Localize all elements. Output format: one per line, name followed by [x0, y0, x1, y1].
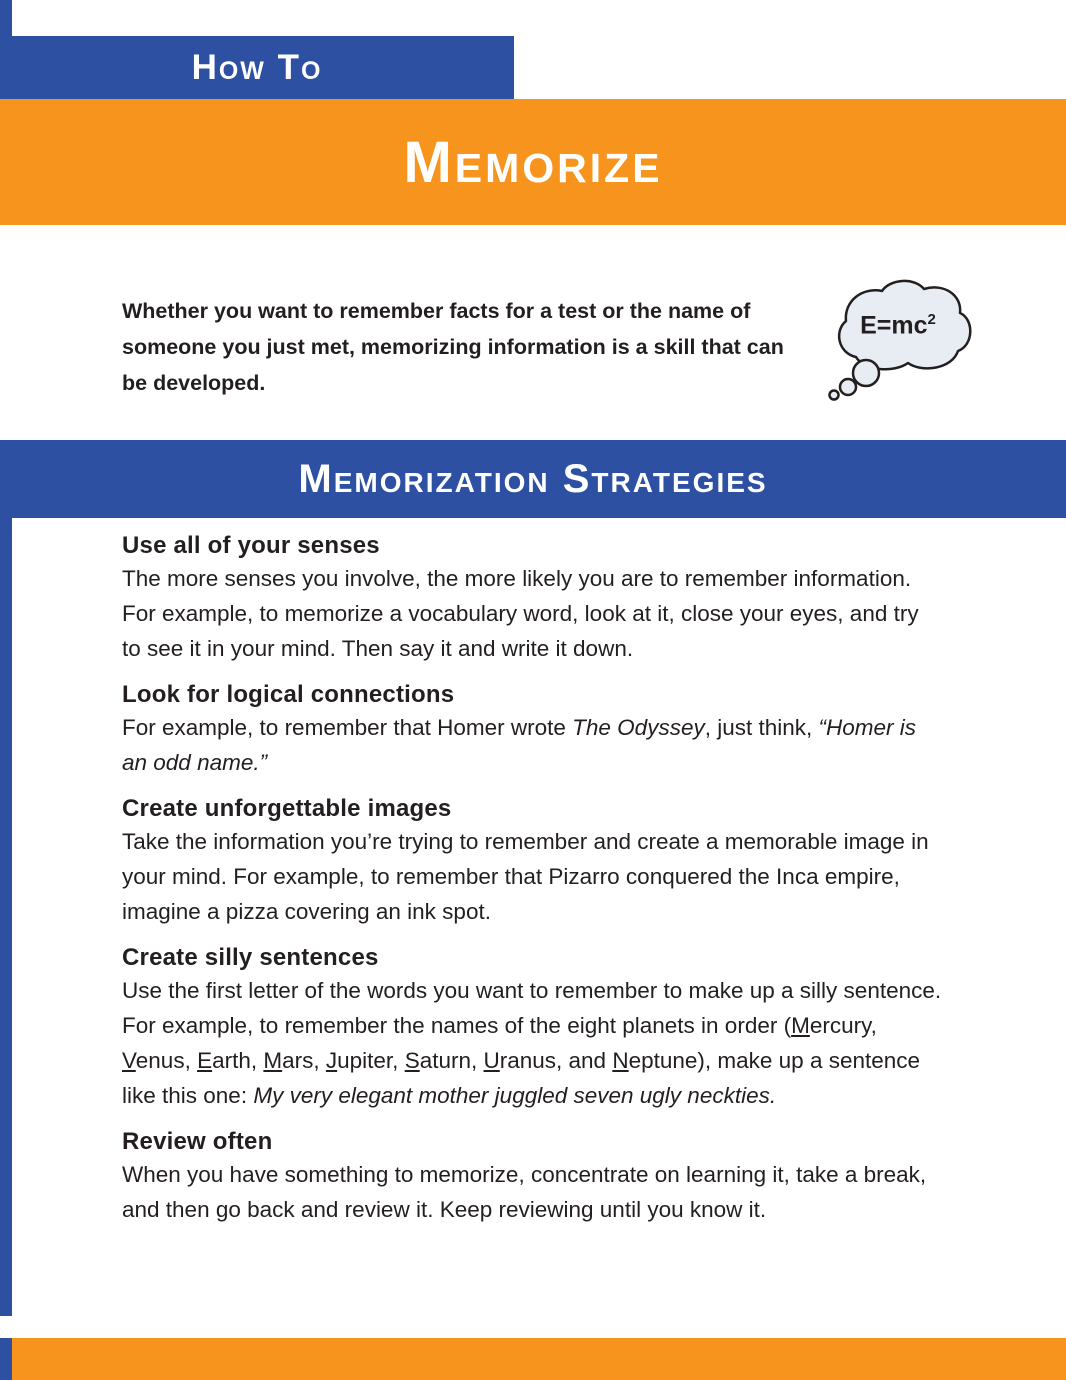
- page-title: Memorize: [403, 129, 663, 195]
- intro-section: [0, 225, 1066, 440]
- strategy-body-emphasis: The Odyssey: [572, 715, 705, 740]
- intro-paragraph: Whether you want to remember facts for a test or the name of someone you just met, memorizing information is a skill that can be developed.: [122, 299, 784, 395]
- page-header: [0, 0, 1066, 225]
- strategies-list: [122, 532, 942, 1242]
- strategy-body-pre: Use the first letter of the words you want to remember to make up a silly sentence. For example, to remember the names of the eight planets in order (: [122, 978, 942, 1038]
- strategy-title: Create unforgettable images: [122, 795, 452, 822]
- howto-eyebrow-tab: [0, 36, 514, 99]
- strategy-title: Create silly sentences: [122, 944, 379, 971]
- thought-bubble-illustration: [810, 273, 990, 423]
- thought-bubble-equation: $E=mc^2$: [860, 311, 936, 340]
- strategies-heading-label: Memorization Strategies: [298, 456, 768, 501]
- footer-blue-corner: [0, 1338, 12, 1380]
- strategy-title: Look for logical connections: [122, 681, 455, 708]
- strategy-body: The more senses you involve, the more likely you are to remember information. For example, to memorize a vocabulary word, look at it, close your eyes, and try to see it in your mind. Then say it and write it down.: [122, 566, 919, 661]
- strategy-body: Take the information you’re trying to remember and create a memorable image in your mind. For example, to remember that Pizarro conquered the Inca empire, imagine a pizza covering an ink spot.: [122, 829, 929, 924]
- strategy-item: [122, 795, 942, 929]
- title-band: [0, 99, 1066, 225]
- strategy-item: [122, 681, 942, 780]
- strategy-body-emphasis: My very elegant mother juggled seven ugly neckties.: [253, 1083, 777, 1108]
- strategy-body-mid: , just think,: [704, 715, 819, 740]
- strategy-item: [122, 1128, 942, 1227]
- strategy-body: When you have something to memorize, concentrate on learning it, take a break, and then go back and review it. Keep reviewing until you know it.: [122, 1162, 927, 1222]
- strategy-body-pre: For example, to remember that Homer wrote: [122, 715, 573, 740]
- footer-orange-band: [0, 1338, 1066, 1380]
- thought-bubble-icon: [810, 273, 990, 423]
- strategy-item: [122, 532, 942, 666]
- footer-white-band: [0, 1316, 1066, 1338]
- strategy-item: [122, 944, 942, 1113]
- strategy-body: [122, 973, 942, 1113]
- strategy-body-quote: “Homer is an odd name.”: [122, 715, 917, 775]
- strategy-title: Use all of your senses: [122, 532, 380, 559]
- strategy-body-mid: ), make up a sentence like this one:: [122, 1048, 921, 1108]
- strategy-title: Review often: [122, 1128, 273, 1155]
- strategies-section-header: [0, 440, 1066, 518]
- howto-eyebrow-label: How To: [191, 47, 323, 87]
- strategy-body: [122, 710, 942, 780]
- planet-list: Mercury, Venus, Earth, Mars, Jupiter, Saturn, Uranus, and Neptune: [122, 1013, 877, 1073]
